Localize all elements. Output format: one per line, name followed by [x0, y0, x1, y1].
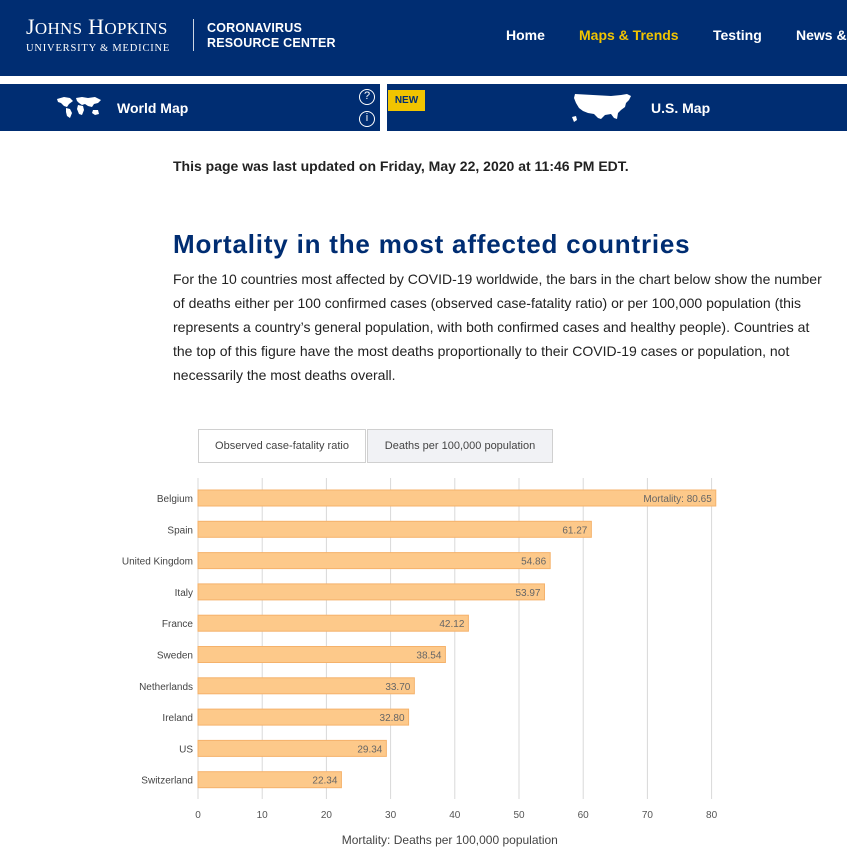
tick-label: 20 — [320, 810, 332, 821]
tick-label: 70 — [641, 810, 653, 821]
category-label: United Kingdom — [121, 556, 193, 568]
world-map-link[interactable]: World Map — [117, 100, 189, 116]
data-label: 32.80 — [379, 713, 405, 725]
site-header — [0, 0, 847, 76]
bar — [198, 521, 591, 537]
question-circle-icon[interactable]: ? — [359, 89, 375, 105]
bar — [198, 490, 716, 506]
resource-line-1: CORONAVIRUS — [207, 21, 303, 35]
jhu-logo[interactable] — [26, 16, 170, 54]
tick-label: 0 — [195, 810, 201, 821]
new-badge: NEW — [388, 90, 425, 111]
bar — [198, 647, 445, 663]
data-label: 33.70 — [385, 681, 411, 693]
last-updated-text: This page was last updated on Friday, May 22, 2020 at 11:46 PM EDT. — [173, 158, 629, 174]
mortality-bar-chart — [0, 470, 847, 868]
logo-line-1: JOHNS HOPKINS — [26, 14, 168, 39]
tick-label: 30 — [385, 810, 397, 821]
data-label: 29.34 — [357, 744, 383, 756]
category-label: Switzerland — [141, 775, 193, 787]
tab-deaths-per-100k[interactable]: Deaths per 100,000 population — [367, 429, 553, 463]
category-label: Ireland — [162, 713, 193, 725]
tick-label: 10 — [256, 810, 268, 821]
bar — [198, 709, 409, 725]
us-map-icon — [571, 91, 635, 125]
nav-home[interactable]: Home — [506, 27, 545, 43]
info-circle-icon[interactable]: i — [359, 111, 375, 127]
x-axis-label: Mortality: Deaths per 100,000 population — [341, 833, 558, 847]
section-description: For the 10 countries most affected by COVID-19 worldwide, the bars in the chart below show the number of deaths either per 100 confirmed cases (observed case-fatality ratio) or per 100,000 population (this represents a country’s general population, with both confirmed cases and healthy people). Countries at the top of this figure have the most deaths proportionally to their COVID-19 cases or population, not necessarily the most deaths overall. — [173, 271, 822, 383]
world-map-icon — [55, 95, 103, 119]
data-label: 53.97 — [515, 587, 541, 599]
category-label: US — [179, 744, 193, 756]
tick-label: 50 — [513, 810, 525, 821]
tick-label: 60 — [577, 810, 589, 821]
category-label: Sweden — [156, 650, 193, 662]
data-label: 22.34 — [312, 775, 338, 787]
subnav-divider — [380, 84, 387, 131]
data-label: 38.54 — [416, 650, 442, 662]
data-label: Mortality: 80.65 — [643, 494, 712, 505]
nav-testing[interactable]: Testing — [713, 27, 762, 43]
nav-maps-trends[interactable]: Maps & Trends — [579, 27, 679, 43]
logo-line-2: UNIVERSITY & MEDICINE — [26, 43, 171, 54]
bar — [198, 615, 468, 631]
logo-divider — [193, 19, 194, 51]
tick-label: 80 — [706, 810, 718, 821]
category-label: Netherlands — [139, 681, 193, 693]
bar — [198, 584, 544, 600]
data-label: 54.86 — [521, 556, 547, 568]
us-map-link[interactable]: U.S. Map — [651, 100, 711, 116]
bar — [198, 678, 414, 694]
data-label: 42.12 — [439, 619, 465, 631]
category-label: France — [161, 619, 193, 631]
nav-news[interactable]: News & — [796, 27, 847, 43]
resource-line-2: RESOURCE CENTER — [207, 36, 336, 50]
data-label: 61.27 — [562, 525, 588, 537]
bar — [198, 553, 550, 569]
category-label: Belgium — [156, 494, 193, 505]
category-label: Spain — [167, 525, 193, 537]
tick-label: 40 — [449, 810, 461, 821]
tab-case-fatality-ratio[interactable]: Observed case-fatality ratio — [198, 429, 366, 463]
section-title: Mortality in the most affected countries — [173, 229, 691, 259]
resource-center-title[interactable] — [207, 21, 336, 51]
category-label: Italy — [174, 587, 193, 599]
